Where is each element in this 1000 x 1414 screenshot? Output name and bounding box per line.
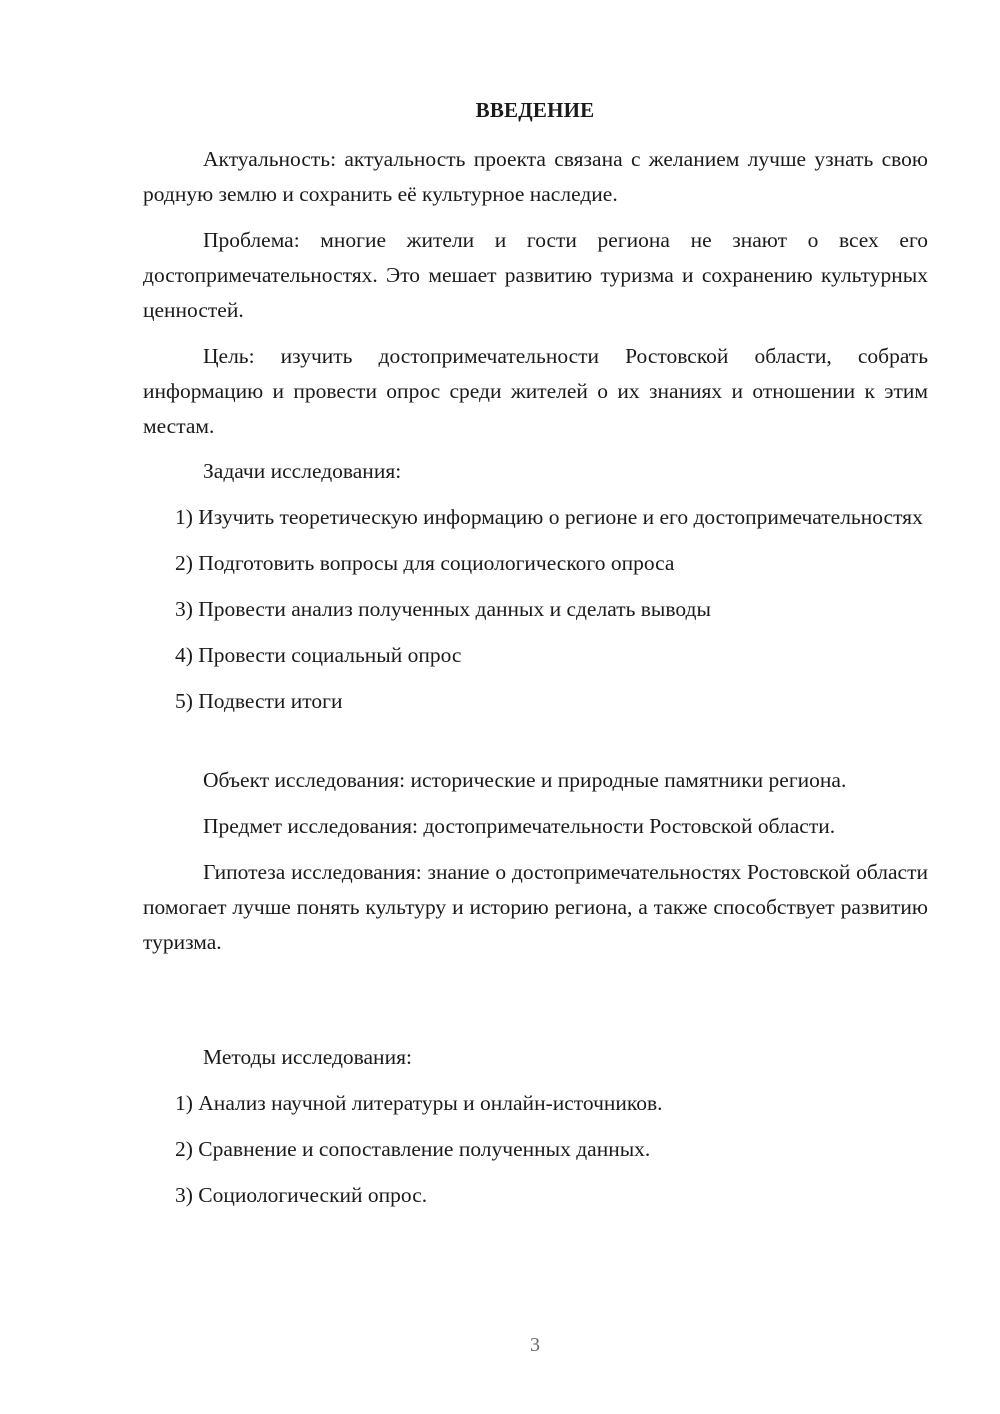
relevance-paragraph: Актуальность: актуальность проекта связана с желанием лучше узнать свою родную землю и сохранить её культурное наследие. bbox=[143, 147, 928, 206]
task-item: 4) Провести социальный опрос bbox=[175, 643, 462, 667]
task-item: 3) Провести анализ полученных данных и сделать выводы bbox=[175, 597, 711, 621]
goal-paragraph: Цель: изучить достопримечательности Ростовской области, собрать информацию и провести опрос среди жителей о их знаниях и отношении к этим местам. bbox=[143, 344, 928, 438]
method-item: 3) Социологический опрос. bbox=[175, 1183, 428, 1207]
page-number: 3 bbox=[530, 1334, 540, 1356]
method-item: 2) Сравнение и сопоставление полученных данных. bbox=[175, 1137, 651, 1161]
tasks-block bbox=[143, 454, 928, 719]
intro-block bbox=[143, 142, 928, 444]
task-item: 1) Изучить теоретическую информацию о регионе и его достопримечательностях bbox=[175, 505, 923, 529]
methods-block bbox=[143, 1040, 928, 1213]
methods-title: Методы исследования: bbox=[203, 1045, 412, 1069]
research-block bbox=[143, 763, 928, 960]
task-item: 2) Подготовить вопросы для социологического опроса bbox=[175, 551, 675, 575]
hypothesis-paragraph: Гипотеза исследования: знание о достопримечательностях Ростовской области помогает лучше понять культуру и историю региона, а также способствует развитию туризма. bbox=[143, 860, 928, 954]
method-item: 1) Анализ научной литературы и онлайн-источников. bbox=[175, 1091, 663, 1115]
subject-paragraph: Предмет исследования: достопримечательности Ростовской области. bbox=[203, 814, 836, 838]
object-paragraph: Объект исследования: исторические и природные памятники региона. bbox=[203, 768, 847, 792]
problem-paragraph: Проблема: многие жители и гости региона не знают о всех его достопримечательностях. Это мешает развитию туризма и сохранению культурных ценностей. bbox=[143, 228, 928, 322]
section-heading: ВВЕДЕНИЕ bbox=[475, 98, 595, 122]
task-item: 5) Подвести итоги bbox=[175, 689, 343, 713]
tasks-title: Задачи исследования: bbox=[203, 459, 402, 483]
